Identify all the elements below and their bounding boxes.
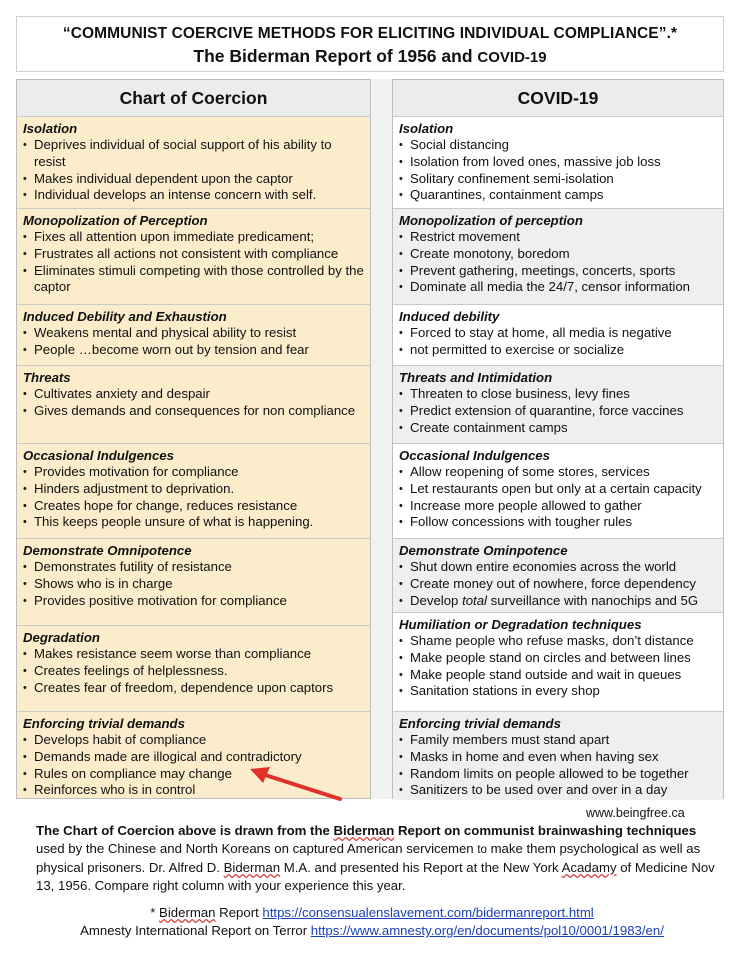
bullet-item: • Forced to stay at home, all media is negative — [399, 325, 717, 342]
bullet-item: • Rules on compliance may change — [23, 766, 364, 783]
ref2-label: Amnesty International Report on Terror — [80, 923, 311, 938]
bullet-list — [23, 137, 364, 204]
bullet-item: • Gives demands and consequences for non compliance — [23, 403, 364, 420]
bullet-list — [23, 464, 364, 531]
bullet-item: • Weakens mental and physical ability to resist — [23, 325, 364, 342]
section-title: Demonstrate Omnipotence — [23, 543, 192, 558]
site-url: www.beingfree.ca — [586, 806, 685, 820]
title-line-2 — [17, 46, 723, 67]
amnesty-report-link[interactable]: https://www.amnesty.org/en/documents/pol10/0001/1983/en/ — [310, 923, 664, 938]
bullet-list — [399, 386, 717, 436]
right-section-5 — [393, 443, 723, 538]
bullet-item: • Reinforces who is in control — [23, 782, 364, 799]
title-line-2-main: The Biderman Report of 1956 and — [193, 46, 473, 66]
biderman-report-link[interactable]: https://consensualenslavement.com/bidermanreport.html — [262, 905, 594, 920]
bullet-item: • Deprives individual of social support of his ability to resist — [23, 137, 364, 171]
bullet-item: • Cultivates anxiety and despair — [23, 386, 364, 403]
amnesty-reference — [0, 922, 744, 940]
para-to: to — [477, 844, 487, 856]
right-section-1 — [393, 116, 723, 208]
bullet-item: • Shame people who refuse masks, don’t distance — [399, 633, 717, 650]
bullet-item: • Family members must stand apart — [399, 732, 717, 749]
para-rest-1: used by the Chinese and North Koreans on captured American servicemen — [36, 841, 478, 856]
section-title: Degradation — [23, 630, 100, 645]
bullet-item: • Allow reopening of some stores, services — [399, 464, 717, 481]
section-title: Isolation — [399, 121, 454, 136]
right-section-4 — [393, 365, 723, 443]
coercion-column-header: Chart of Coercion — [17, 80, 370, 117]
para-rest-4: of Medicine Nov 13, 1956. Compare right column with your experience this year. — [36, 860, 715, 893]
bullet-item: • Create containment camps — [399, 420, 717, 437]
para-rest-3: M.A. and presented his Report at the New York — [280, 860, 562, 875]
bullet-list — [23, 386, 364, 420]
bullet-item: • Make people stand outside and wait in queues — [399, 667, 717, 684]
left-section-4 — [17, 365, 370, 443]
section-title: Isolation — [23, 121, 78, 136]
bullet-item: • Dominate all media the 24/7, censor information — [399, 279, 717, 296]
footer-paragraph — [36, 822, 716, 895]
ref1-prefix: * — [150, 905, 160, 920]
section-title: Monopolization of perception — [399, 213, 583, 228]
left-section-6 — [17, 538, 370, 625]
title-box — [16, 16, 724, 72]
bullet-list — [23, 229, 364, 296]
bullet-item: • Prevent gathering, meetings, concerts, sports — [399, 263, 717, 280]
bullet-list — [399, 633, 717, 700]
bullet-item: • This keeps people unsure of what is happening. — [23, 514, 364, 531]
bullet-list — [23, 325, 364, 359]
left-section-2 — [17, 208, 370, 304]
bullet-list — [23, 559, 364, 609]
bullet-item: • Make people stand on circles and between lines — [399, 650, 717, 667]
bullet-item: • Create money out of nowhere, force dependency — [399, 576, 717, 593]
bullet-item: • Eliminates stimuli competing with those controlled by the captor — [23, 263, 364, 297]
bullet-item: • Provides positive motivation for compliance — [23, 593, 364, 610]
bullet-item: • Develop total surveillance with nanochips and 5G — [399, 593, 717, 610]
section-title: Demonstrate Ominpotence — [399, 543, 568, 558]
bullet-item: • Sanitation stations in every shop — [399, 683, 717, 700]
para-biderman-2: Biderman — [223, 860, 281, 875]
bullet-item: • Makes individual dependent upon the captor — [23, 171, 364, 188]
right-section-8 — [393, 711, 723, 800]
bullet-list — [399, 137, 717, 204]
section-title: Enforcing trivial demands — [399, 716, 561, 731]
bullet-item: • Solitary confinement semi-isolation — [399, 171, 717, 188]
bullet-item: • Increase more people allowed to gather — [399, 498, 717, 515]
bullet-item: • People …become worn out by tension and fear — [23, 342, 364, 359]
section-title: Occasional Indulgences — [23, 448, 174, 463]
bullet-item: • Demonstrates futility of resistance — [23, 559, 364, 576]
bullet-item: • Hinders adjustment to deprivation. — [23, 481, 364, 498]
bullet-item: • Follow concessions with tougher rules — [399, 514, 717, 531]
bullet-item: • Creates feelings of helplessness. — [23, 663, 364, 680]
bullet-item: • Provides motivation for compliance — [23, 464, 364, 481]
bullet-item: • Let restaurants open but only at a certain capacity — [399, 481, 717, 498]
para-bold-2: Report on communist brainwashing techniques — [394, 823, 697, 838]
bullet-item: • Sanitizers to be used over and over in a day — [399, 782, 717, 799]
bullet-item: • Random limits on people allowed to be together — [399, 766, 717, 783]
para-rest-2: make them psychological as well as physical prisoners. Dr. Alfred D. — [36, 841, 701, 875]
section-title: Occasional Indulgences — [399, 448, 550, 463]
ref1-name: Biderman — [159, 905, 216, 920]
biderman-reference — [0, 904, 744, 922]
right-section-2 — [393, 208, 723, 304]
bullet-item: • not permitted to exercise or socialize — [399, 342, 717, 359]
bullet-item: • Threaten to close business, levy fines — [399, 386, 717, 403]
bullet-item: • Shows who is in charge — [23, 576, 364, 593]
bullet-item: • Restrict movement — [399, 229, 717, 246]
left-section-3 — [17, 304, 370, 365]
title-line-2-covid: COVID-19 — [477, 49, 547, 66]
section-title: Enforcing trivial demands — [23, 716, 185, 731]
covid-column — [392, 79, 724, 799]
right-section-3 — [393, 304, 723, 365]
section-title: Threats — [23, 370, 71, 385]
coercion-column — [16, 79, 371, 799]
bullet-item: • Predict extension of quarantine, force vaccines — [399, 403, 717, 420]
bullet-list — [23, 646, 364, 696]
bullet-list — [399, 464, 717, 531]
right-section-7 — [393, 612, 723, 711]
para-acadamy: Acadamy — [561, 860, 617, 875]
bullet-item: • Fixes all attention upon immediate predicament; — [23, 229, 364, 246]
bullet-item: • Demands made are illogical and contradictory — [23, 749, 364, 766]
para-bold-1: The Chart of Coercion above is drawn from the — [36, 823, 334, 838]
bullet-item: • Social distancing — [399, 137, 717, 154]
section-title: Induced Debility and Exhaustion — [23, 309, 227, 324]
bullet-item: • Creates fear of freedom, dependence upon captors — [23, 680, 364, 697]
bullet-list — [399, 325, 717, 359]
bullet-item: • Makes resistance seem worse than compliance — [23, 646, 364, 663]
left-section-7 — [17, 625, 370, 711]
bullet-item: • Individual develops an intense concern with self. — [23, 187, 364, 204]
column-gap — [371, 79, 392, 799]
bullet-item: • Isolation from loved ones, massive job loss — [399, 154, 717, 171]
left-section-5 — [17, 443, 370, 538]
bullet-item: • Develops habit of compliance — [23, 732, 364, 749]
left-section-1 — [17, 116, 370, 208]
section-title: Humiliation or Degradation techniques — [399, 617, 642, 632]
red-arrow-icon — [240, 760, 350, 808]
bullet-item: • Creates hope for change, reduces resistance — [23, 498, 364, 515]
ref1-label: Report — [215, 905, 263, 920]
bullet-item: • Shut down entire economies across the world — [399, 559, 717, 576]
para-biderman: Biderman — [333, 823, 395, 838]
bullet-item: • Frustrates all actions not consistent with compliance — [23, 246, 364, 263]
bullet-item: • Quarantines, containment camps — [399, 187, 717, 204]
bullet-item: • Masks in home and even when having sex — [399, 749, 717, 766]
covid-column-header: COVID-19 — [393, 80, 723, 117]
title-line-1: “COMMUNIST COERCIVE METHODS FOR ELICITING INDIVIDUAL COMPLIANCE”.* — [62, 25, 678, 42]
section-title: Monopolization of Perception — [23, 213, 208, 228]
section-title: Threats and Intimidation — [399, 370, 553, 385]
right-section-6 — [393, 538, 723, 612]
bullet-list — [399, 559, 717, 609]
bullet-list — [399, 732, 717, 799]
section-title: Induced debility — [399, 309, 500, 324]
bullet-list — [399, 229, 717, 296]
bullet-item: • Create monotony, boredom — [399, 246, 717, 263]
